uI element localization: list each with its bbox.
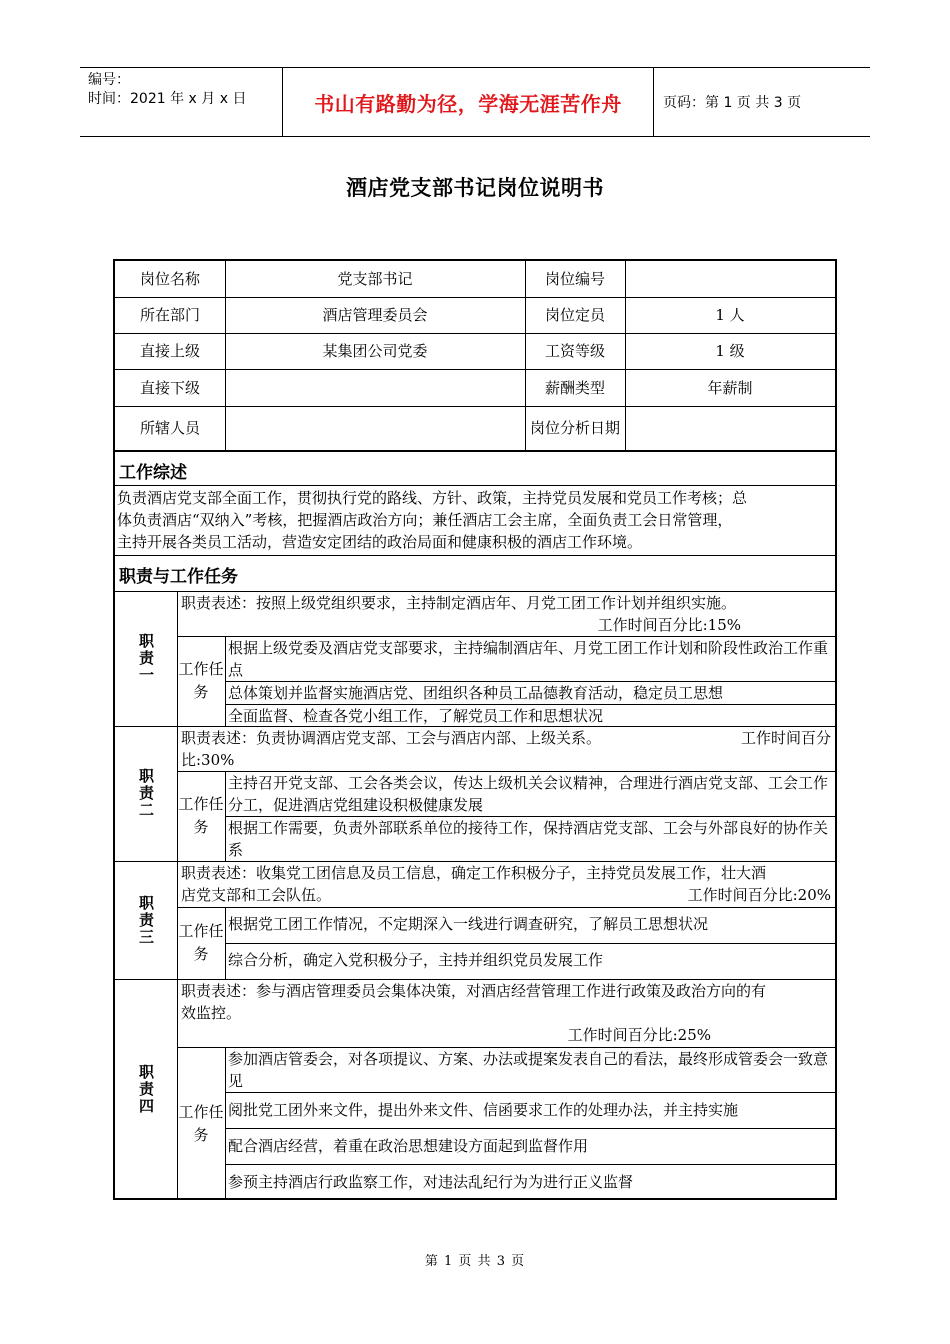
label-position-name: 岗位名称: [139, 270, 200, 288]
summary-text: 负责酒店党支部全面工作，贯彻执行党的路线、方针、政策，主持党员发展和党员工作考核；总 体负责酒店“双纳入”考核，把握酒店政治方向；兼任酒店工会主席，全面负责工会日常管理， 主持开展各类员工活动，营造安定团结的政治局面和健康积极的酒店工作环境。: [117, 489, 748, 551]
duty-4-work-label: 工作任务: [178, 1102, 224, 1144]
header-meta: [80, 68, 283, 136]
value-subordinate: [225, 369, 525, 406]
value-headcount: 1 人: [715, 306, 745, 324]
value-analysis-date: [625, 406, 835, 450]
value-position-name: 党支部书记: [337, 270, 413, 288]
time-label: 时间：2021 年 x 月 x 日: [88, 91, 247, 107]
page-footer: 第 1 页 共 3 页: [424, 1254, 526, 1269]
duty-4-task-2: 阅批党工团外来文件，提出外来文件、信函要求工作的处理办法，并主持实施: [228, 1101, 739, 1119]
duty-3-desc: 职责表述：收集党工团信息及员工信息，确定工作积极分子，主持党员发展工作，壮大酒 店党支部和工会队伍。: [181, 864, 767, 904]
duty-3-percent: 工作时间百分比:20%: [687, 886, 831, 904]
page-header: [80, 67, 870, 137]
duties-heading: 职责与工作任务: [119, 567, 238, 587]
duty-2-desc-line-2: 比:30%: [181, 751, 235, 769]
value-superior: 某集团公司党委: [322, 342, 428, 360]
label-department: 所在部门: [139, 306, 200, 324]
duty-1-task-1: 根据上级党委及酒店党支部要求，主持编制酒店年、月党工团工作计划和阶段性政治工作重点: [228, 639, 829, 679]
number-label: 编号：: [88, 72, 130, 88]
duty-3-label: 职责三: [137, 894, 155, 946]
duty-2-task-2: 根据工作需要，负责外部联系单位的接待工作，保持酒店党支部、工会与外部良好的协作关系: [228, 819, 829, 859]
header-page-label: 页码：第 1 页 共 3 页: [663, 95, 802, 111]
value-position-code: [625, 261, 835, 297]
document-title: 酒店党支部书记岗位说明书: [346, 175, 604, 200]
duty-2-label: 职责二: [137, 768, 155, 819]
value-salary-grade: 1 级: [715, 342, 745, 360]
duty-3-task-1: 根据党工团工作情况，不定期深入一线进行调查研究，了解员工思想状况: [228, 915, 709, 933]
duty-2-work-label: 工作任务: [178, 795, 224, 836]
summary-heading: 工作综述: [119, 463, 187, 483]
duty-1-work-label: 工作任务: [178, 660, 224, 701]
value-staff: [225, 406, 525, 450]
duty-1-task-3: 全面监督、检查各党小组工作，了解党员工作和思想状况: [228, 707, 604, 725]
label-headcount: 岗位定员: [544, 306, 605, 324]
label-pay-type: 薪酬类型: [544, 378, 605, 397]
duty-2-percent: 工作时间百分: [740, 729, 831, 747]
label-salary-grade: 工资等级: [544, 342, 605, 360]
duty-4-task-1: 参加酒店管委会，对各项提议、方案、办法或提案发表自己的看法，最终形成管委会一致意见: [228, 1050, 829, 1090]
duty-3-task-2: 综合分析，确定入党积极分子，主持并组织党员发展工作: [228, 951, 604, 969]
duty-2-desc: 职责表述：负责协调酒店党支部、工会与酒店内部、上级关系。: [181, 729, 602, 747]
duty-4-task-3: 配合酒店经营，着重在政治思想建设方面起到监督作用: [228, 1137, 589, 1155]
label-position-code: 岗位编号: [544, 270, 605, 288]
duty-3-work-label: 工作任务: [178, 922, 224, 963]
label-staff: 所辖人员: [139, 419, 200, 437]
duty-4-desc: 职责表述：参与酒店管理委员会集体决策，对酒店经营管理工作进行政策及政治方向的有 效监控。: [181, 982, 767, 1022]
duty-1-desc: 职责表述：按照上级党组织要求，主持制定酒店年、月党工团工作计划并组织实施。: [181, 594, 737, 612]
label-analysis-date: 岗位分析日期: [529, 419, 620, 437]
duty-1-task-2: 总体策划并监督实施酒店党、团组织各种员工品德教育活动，稳定员工思想: [228, 684, 724, 702]
label-superior: 直接上级: [139, 342, 200, 360]
job-description-table: [113, 259, 837, 1200]
duty-4-label: 职责四: [137, 1064, 155, 1115]
duty-4-task-4: 参预主持酒店行政监察工作，对违法乱纪行为为进行正义监督: [228, 1173, 634, 1191]
duty-1-percent: 工作时间百分比:15%: [597, 616, 741, 634]
value-department: 酒店管理委员会: [322, 306, 428, 324]
duty-1-label: 职责一: [137, 633, 155, 684]
header-slogan: 书山有路勤为径，学海无涯苦作舟: [283, 68, 654, 136]
duty-2-task-1: 主持召开党支部、工会各类会议，传达上级机关会议精神，合理进行酒店党支部、工会工作分工，促进酒店党组建设积极健康发展: [228, 774, 829, 814]
label-subordinate: 直接下级: [139, 378, 200, 397]
duty-4-percent: 工作时间百分比:25%: [567, 1026, 711, 1044]
value-pay-type: 年薪制: [707, 378, 753, 397]
